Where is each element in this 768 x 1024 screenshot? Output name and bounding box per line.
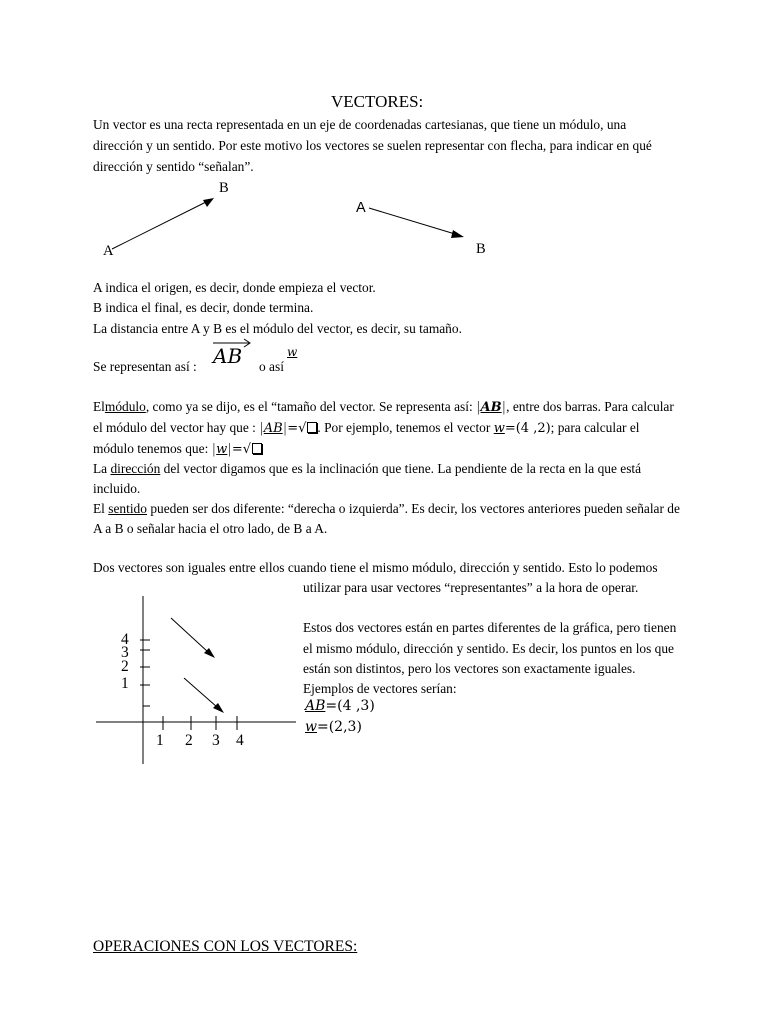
definition-end: B indica el final, es decir, donde termina. bbox=[93, 300, 314, 315]
modulo-line-2: el módulo del vector hay que : |AB|=√ . Por ejemplo, tenemos el vector w=(4 ,2); para calcular el bbox=[93, 420, 640, 436]
sentido-line-2: A a B o señalar hacia el otro lado, de B a A. bbox=[93, 521, 328, 536]
page-title: VECTORES: bbox=[331, 92, 424, 111]
graph-text-line-4: Ejemplos de vectores serían: bbox=[303, 681, 457, 696]
left-vector-end-label: B bbox=[219, 180, 229, 196]
definition-modulus: La distancia entre A y B es el módulo del vector, es decir, su tamaño. bbox=[93, 321, 462, 336]
sqrt-placeholder-box bbox=[307, 422, 317, 433]
sqrt-placeholder-box-2 bbox=[252, 443, 262, 454]
x-axis bbox=[96, 716, 296, 730]
modulo-term: módulo bbox=[104, 399, 146, 414]
section-heading-operations: OPERACIONES CON LOS VECTORES: bbox=[93, 938, 358, 955]
intro-line-1: Un vector es una recta representada en un eje de coordenadas cartesianas, que tiene un módulo, una bbox=[93, 117, 627, 132]
representation-middle: o así bbox=[259, 359, 284, 374]
intro-line-3: dirección y sentido “señalan”. bbox=[93, 159, 254, 174]
y-tick-4: 4 bbox=[121, 631, 129, 648]
example-w bbox=[305, 717, 362, 738]
right-vector-end-label: B bbox=[476, 241, 486, 257]
graph-text-line-1: Estos dos vectores están en partes diferentes de la gráfica, pero tienen bbox=[303, 620, 677, 635]
modulo-formula-ab: AB bbox=[263, 421, 283, 436]
x-tick-1: 1 bbox=[156, 732, 164, 749]
example-vector-w: w bbox=[493, 421, 505, 436]
modulo-ab-symbol: AB bbox=[480, 400, 502, 415]
graph-vector-upper bbox=[171, 618, 215, 658]
definition-origin: A indica el origen, es decir, donde empieza el vector. bbox=[93, 280, 376, 295]
intro-line-2: dirección y un sentido. Por este motivo los vectores se suelen representar con flecha, para indicar en qué bbox=[93, 138, 652, 153]
y-axis bbox=[140, 596, 150, 764]
y-tick-3: 3 bbox=[121, 644, 129, 661]
y-tick-1: 1 bbox=[121, 675, 129, 692]
equal-vectors-line-2: utilizar para usar vectores “representantes” a la hora de operar. bbox=[303, 580, 639, 595]
graph-text-line-3: están son distintos, pero los vectores son exactamente iguales. bbox=[303, 661, 636, 676]
right-vector-origin-label: A bbox=[356, 200, 366, 216]
modulo-line-1: Elmódulo, como ya se dijo, es el “tamaño del vector. Se representa así: |AB|, entre dos barras. Para calcular bbox=[93, 399, 674, 415]
modulo-line-3: módulo tenemos que: |w|=√ bbox=[93, 438, 262, 460]
sentido-term: sentido bbox=[108, 501, 147, 516]
modulo-formula-w: w bbox=[216, 442, 228, 457]
y-tick-2: 2 bbox=[121, 658, 129, 675]
direccion-line-1: La dirección del vector digamos que es la inclinación que tiene. La pendiente de la recta en la que está bbox=[93, 461, 642, 476]
representation-prefix: Se representan así : bbox=[93, 359, 197, 374]
left-vector-arrow bbox=[112, 198, 214, 249]
direccion-term: dirección bbox=[110, 461, 161, 476]
direccion-line-2: incluido. bbox=[93, 481, 141, 496]
right-vector-arrow bbox=[369, 208, 464, 238]
example-w-value: =(2,3) bbox=[316, 719, 362, 735]
x-tick-4: 4 bbox=[236, 732, 244, 749]
sentido-line-1: El sentido pueden ser dos diferente: “derecha o izquierda”. Es decir, los vectores anteriores pueden señalar de bbox=[93, 501, 680, 516]
equal-vectors-line-1: Dos vectores son iguales entre ellos cuando tiene el mismo módulo, dirección y sentido. Esto lo podemos bbox=[93, 560, 658, 575]
example-ab bbox=[305, 696, 375, 717]
x-tick-2: 2 bbox=[185, 732, 193, 749]
x-tick-3: 3 bbox=[212, 732, 220, 749]
vector-notation-w: w bbox=[287, 345, 298, 359]
left-vector-origin-label: A bbox=[103, 243, 114, 259]
vector-notation-ab: AB bbox=[213, 344, 243, 368]
example-ab-name: AB bbox=[305, 698, 326, 714]
example-w-name: w bbox=[305, 719, 317, 735]
graph-vector-lower bbox=[184, 678, 224, 713]
graph-text-line-2: el mismo módulo, dirección y sentido. Es decir, los puntos en los que bbox=[303, 641, 675, 656]
example-ab-value: =(4 ,3) bbox=[325, 698, 375, 714]
